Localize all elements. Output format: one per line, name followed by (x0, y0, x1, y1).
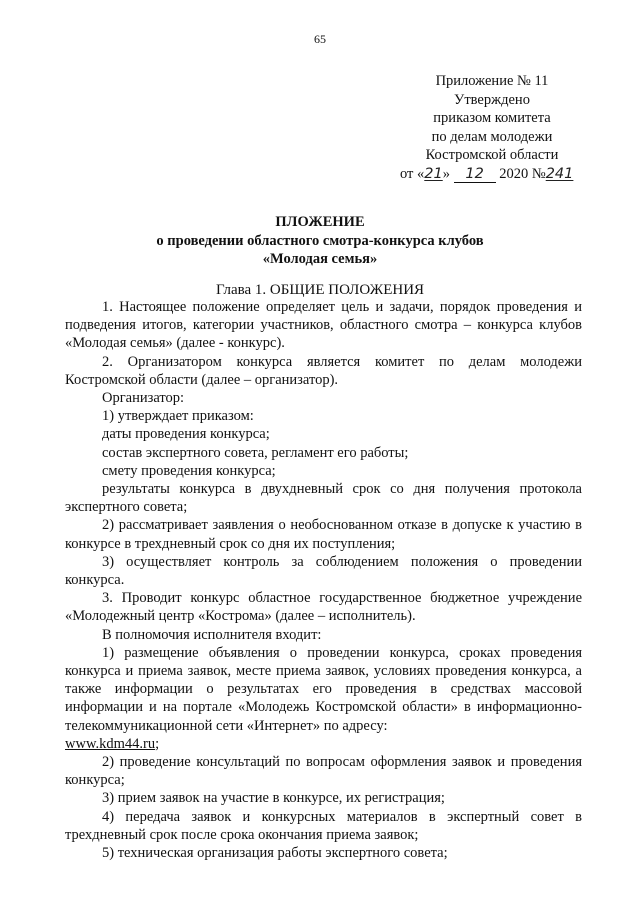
approval-stamp (392, 72, 592, 183)
website-link[interactable]: www.kdm44.ru (65, 735, 156, 752)
paragraph: 1) утверждает приказом: (102, 408, 254, 425)
title-line-3: «Молодая семья» (262, 251, 378, 267)
paragraph: состав экспертного совета, регламент его работы; (102, 444, 409, 461)
paragraph: 3) осуществляет контроль за соблюдением положения о проведении конкурса. (65, 553, 582, 589)
paragraph: Организатор: (102, 390, 185, 407)
paragraph: даты проведения конкурса; (102, 426, 270, 443)
paragraph: смету проведения конкурса; (102, 462, 276, 479)
paragraph: результаты конкурса в двухдневный срок со дня получения протокола экспертного совета; (65, 481, 582, 516)
paragraph: 5) техническая организация работы экспертного совета; (102, 845, 448, 862)
page-number: 65 (314, 32, 326, 46)
document-title (0, 213, 640, 269)
appendix-number: Приложение № 11 (435, 73, 549, 89)
paragraph: 3. Проводит конкурс областное государственное бюджетное учреждение «Молодежный центр «Кострома» (далее – исполнитель). (65, 590, 582, 625)
paragraph: 2. Организатором конкурса является комитет по делам молодежи Костромской области (далее – организатор). (65, 353, 582, 388)
paragraph: 2) проведение консультаций по вопросам оформления заявок и проведения конкурса; (65, 754, 582, 789)
paragraph: 1) размещение объявления о проведении конкурса, сроках проведения конкурса и приема заявок, месте приема заявок, условиях проведения конкурса, а также информации о результатах его проведения в средствах массовой информации и на портале «Молодежь Костромской области» в информационно-телекоммуникационной сети «Интернет» по адресу: (65, 644, 582, 734)
website-line: www.kdm44.ru; (65, 735, 160, 752)
handwritten-day: 21 (424, 165, 443, 182)
approved-label: Утверждено (454, 91, 530, 108)
approval-date-line: от «21» 12 2020 №241 (400, 165, 574, 182)
paragraph: 3) прием заявок на участие в конкурсе, их регистрация; (102, 790, 445, 807)
paragraph: 2) рассматривает заявления о необоснованном отказе в допуске к участию в конкурсе в трехдневный срок со дня их поступления; (65, 517, 582, 552)
title-line-1: ПЛОЖЕНИЕ (275, 214, 365, 230)
handwritten-month: 12 (454, 167, 496, 183)
approved-by-order: приказом комитета (433, 110, 551, 126)
approved-by-committee: по делам молодежи (431, 128, 553, 145)
paragraph: 4) передача заявок и конкурсных материалов в экспертный совет в трехдневный срок после срока окончания приема заявок; (65, 808, 582, 843)
paragraph: В полномочия исполнителя входит: (102, 626, 322, 643)
title-line-2: о проведении областного смотра-конкурса клубов (156, 232, 484, 249)
document-body (65, 298, 582, 862)
chapter-heading: Глава 1. ОБЩИЕ ПОЛОЖЕНИЯ (215, 282, 425, 298)
approved-by-region: Костромской области (425, 147, 559, 163)
handwritten-order-number: 241 (545, 165, 574, 182)
paragraph: 1. Настоящее положение определяет цель и задачи, порядок проведения и подведения итогов, категории участников, областного смотра – конкурса клубов «Молодая семья» (далее - конкурс). (65, 299, 582, 352)
